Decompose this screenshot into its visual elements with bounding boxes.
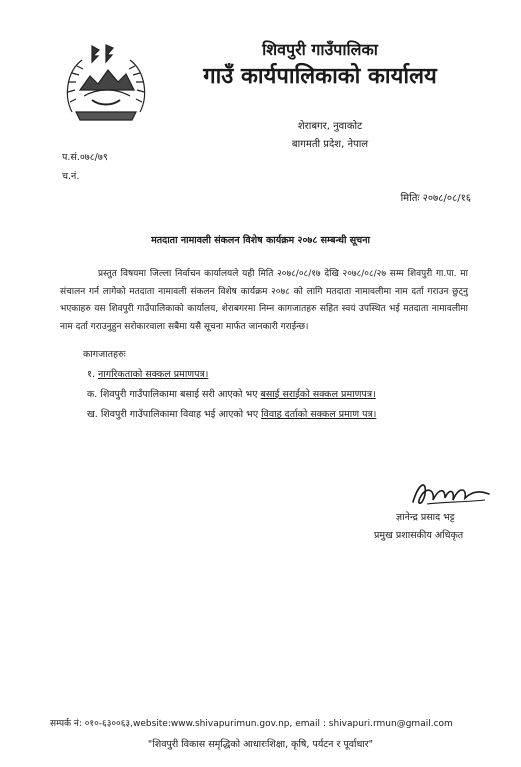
notice-body: प्रस्तुत विषयमा जिल्ला निर्वाचन कार्यालयले यही मिति २०७८/०८/१७ देखि २०७८/०८/२७ सम्म शिवपुरी गा.पा. मा संचालन गर्न लागेको मतदाता नामावली संकलन विशेष कार्यक्रम २०७८ को लागि मतदाता नामावलीमा नाम दर्ता गराउन छुट्नु भएकाहरु यस शिवपुरी गाउँपालिकाको कार्यालय, शेराबगरमा निम्न कागजातहरु सहित स्वयं उपस्थित भई मतदाता नामावलीमा नाम दर्ता गराउनुहुन सरोकारवाला सबैमा यसै सूचना मार्फत जानकारी गराईन्छ। xyxy=(60,269,468,332)
document-text: शिवपुरी गाउँपालिकामा बसाई सरी आएको भए xyxy=(100,389,261,400)
document-item-marriage xyxy=(87,407,376,420)
signature-icon xyxy=(405,476,495,512)
address-line-1: शेराबगर, नुवाकोट xyxy=(297,121,363,132)
address-line-2: बागमती प्रदेश, नेपाल xyxy=(291,139,369,150)
document-marker: ख. xyxy=(87,409,98,420)
footer-contact: सम्पर्क नं: ०१०-६३००६३,website:www.shivapurimun.gov.np, email : shivapuri.rmun@gmail.com xyxy=(50,719,453,729)
reference-number: प.सं.०७८/७९ xyxy=(62,152,108,163)
signatory-title: प्रमुख प्रशासकीय अधिकृत xyxy=(374,530,464,541)
dispatch-number: च.नं. xyxy=(62,171,80,182)
notice-subject: मतदाता नामावली संकलन विशेष कार्यक्रम २०७८ सम्बन्धी सूचना xyxy=(151,235,370,246)
document-underlined-text: नागरिकताको सक्कल प्रमाणपत्र। xyxy=(98,369,209,380)
document-underlined-text: विवाह दर्ताको सक्कल प्रमाण पत्र। xyxy=(261,409,377,420)
document-item-migration xyxy=(87,387,376,400)
document-text: शिवपुरी गाउँपालिकामा विवाह भई आएको भए xyxy=(100,409,262,420)
document-underlined-text: बसाई सराईको सक्कल प्रमाणपत्र। xyxy=(260,389,376,400)
document-marker: १. xyxy=(87,369,95,380)
document-item-citizenship xyxy=(87,367,208,380)
office-subtitle: गाउँ कार्यपालिकाको कार्यालय xyxy=(203,64,437,89)
office-name: शिवपुरी गाउँपालिका xyxy=(262,40,378,59)
documents-heading: कागजातहरुः xyxy=(83,349,126,360)
footer-motto: "शिवपुरी विकास समृद्धिको आधारःशिक्षा, कृषि, पर्यटन र पूर्वाधार" xyxy=(147,739,374,750)
letter-date: मितिः २०७८/०८/१६ xyxy=(400,193,471,204)
document-marker: क. xyxy=(87,389,98,400)
signatory-name: ज्ञानेन्द्र प्रसाद भट्ट xyxy=(396,512,455,523)
